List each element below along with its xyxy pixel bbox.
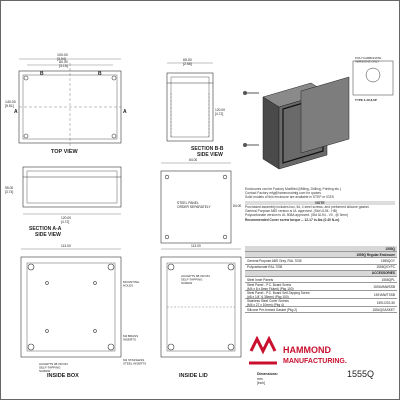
- inside-box-view: [21, 249, 121, 357]
- torque-note: Recommended Cover screw torque -- 12-17 in-lbs (0.40 N-m): [245, 218, 340, 222]
- brand-line2: MANUFACTURING.: [283, 358, 347, 365]
- bb-width-dim: 65.00 [2.56]: [183, 58, 192, 67]
- top-width-dim: 100.00 [3.94]: [57, 53, 68, 62]
- top-view: [19, 59, 121, 149]
- aa-height-dim: 95.00 [3.74]: [5, 186, 14, 194]
- section-bb-subtitle: SIDE VIEW: [197, 152, 223, 158]
- inside-box-title: INSIDE BOX: [47, 373, 79, 379]
- ul-nema-logo: [353, 61, 393, 95]
- section-aa-view: [23, 167, 121, 214]
- mounting-holes-note: MOUNTING HOLES: [123, 280, 140, 288]
- inside-lid-view: [161, 249, 241, 357]
- lid-width-dim: 113.00: [191, 244, 201, 248]
- top-inner-dim: 80.00 [3.15]: [59, 60, 68, 69]
- section-a-left: A: [14, 109, 18, 115]
- bb-height-dim: 120.00 [4.72]: [215, 108, 226, 116]
- section-a-right: A: [123, 109, 127, 115]
- note-title: NOTE: [245, 201, 395, 205]
- table-row: Silicone Pre-formed Gasket (Pkg 2) 1554QGASKET: [247, 307, 395, 312]
- nema-type-label: TYPE 4,4X,6,6P: [355, 98, 377, 102]
- polycarbonate-only-note: POLYCARBONATE VERSIONS ONLY: [355, 56, 382, 64]
- accepts-screw-lid-note: ACCEPTS #8 OR M4 SELF-TAPPING SCREW: [181, 274, 210, 285]
- notes-intro: Enclosures can be Factory Modified (Milling, Drilling, Printing etc.) Contact Factory mfg@hammondmfg.com for quotes. Solid models of this enclosure are available in STEP or IGES: [245, 187, 342, 199]
- table-row: Steel Inner Panels 1555QPL: [247, 277, 395, 282]
- section-aa-title: SECTION A-A: [29, 226, 62, 232]
- table-row: General Purpose ABS Grey, RAL 7035 1555QGY: [247, 258, 395, 263]
- stainless-inserts-note: M4 STAINLESS STEEL INSERTS: [123, 358, 147, 366]
- section-bb-view: [167, 63, 213, 141]
- box-width-dim: 113.00: [61, 244, 71, 248]
- section-b-left: B: [40, 71, 44, 77]
- panel-height-dim: 84.00: [233, 204, 242, 208]
- section-bb-title: SECTION B-B: [191, 146, 224, 152]
- table-row: Stainless Steel Cover Screws (M4 x 27 x 10mm) (Pkg 4) 1591CSS-50: [247, 298, 395, 307]
- dimensions-units: mm [inch]: [257, 377, 265, 385]
- table-section-accessories: ACCESSORIES: [245, 271, 397, 277]
- table-section-enclosure: 1555Q Regular Enclosure: [245, 252, 397, 258]
- model-number: 1555Q: [347, 369, 375, 379]
- enclosure-render: [243, 77, 349, 169]
- dimensions-label: Dimensions:: [257, 372, 279, 376]
- section-b-right: B: [98, 71, 102, 77]
- brass-inserts-note: M4 BRASS INSERTS: [123, 334, 139, 342]
- table-title: 1555Q: [245, 246, 397, 252]
- part-table: [245, 246, 397, 313]
- section-aa-subtitle: SIDE VIEW: [35, 232, 61, 238]
- accepts-screw-box-note: ACCEPTS #8 OR M4 SELF-TAPPING SCREW: [39, 362, 68, 373]
- inside-lid-title: INSIDE LID: [179, 373, 208, 379]
- table-row: Steel Panel - P.C. Board Self-Tapping Screw (#8 x 1/4" 6.35mm) (Pkg 100) 1591MWTSSB: [247, 290, 395, 299]
- table-row: Polycarbonate RAL 7035 1555QGYPC: [247, 265, 395, 270]
- top-view-title: TOP VIEW: [51, 149, 78, 155]
- top-height-dim: 140.00 [5.51]: [5, 100, 16, 109]
- panel-width-dim: 84.00: [189, 158, 198, 162]
- aa-width-dim: 120.00 [4.72]: [61, 216, 72, 224]
- steel-panel-note: STEEL PANEL ORDER SEPARATELY: [177, 201, 211, 209]
- notes-block: [245, 187, 395, 222]
- table-row: Steel Panel - P.C. Board Screw (M4 x 8 x 8mm Fluted) (Pkg 100) 1591MMWSSB: [247, 282, 395, 291]
- hammond-logo: [249, 339, 277, 363]
- brand-line1: HAMMOND: [283, 345, 331, 355]
- note-body: Purchased assembly includes box, lid, 4 steel screws, and preformed silicone gasket. General Purpose ABS version is UL approved. (Std UL94 - HB) Polycarbonate version is UL 508A approved. (Std UL94 - V0 , @ 3mm): [245, 205, 370, 217]
